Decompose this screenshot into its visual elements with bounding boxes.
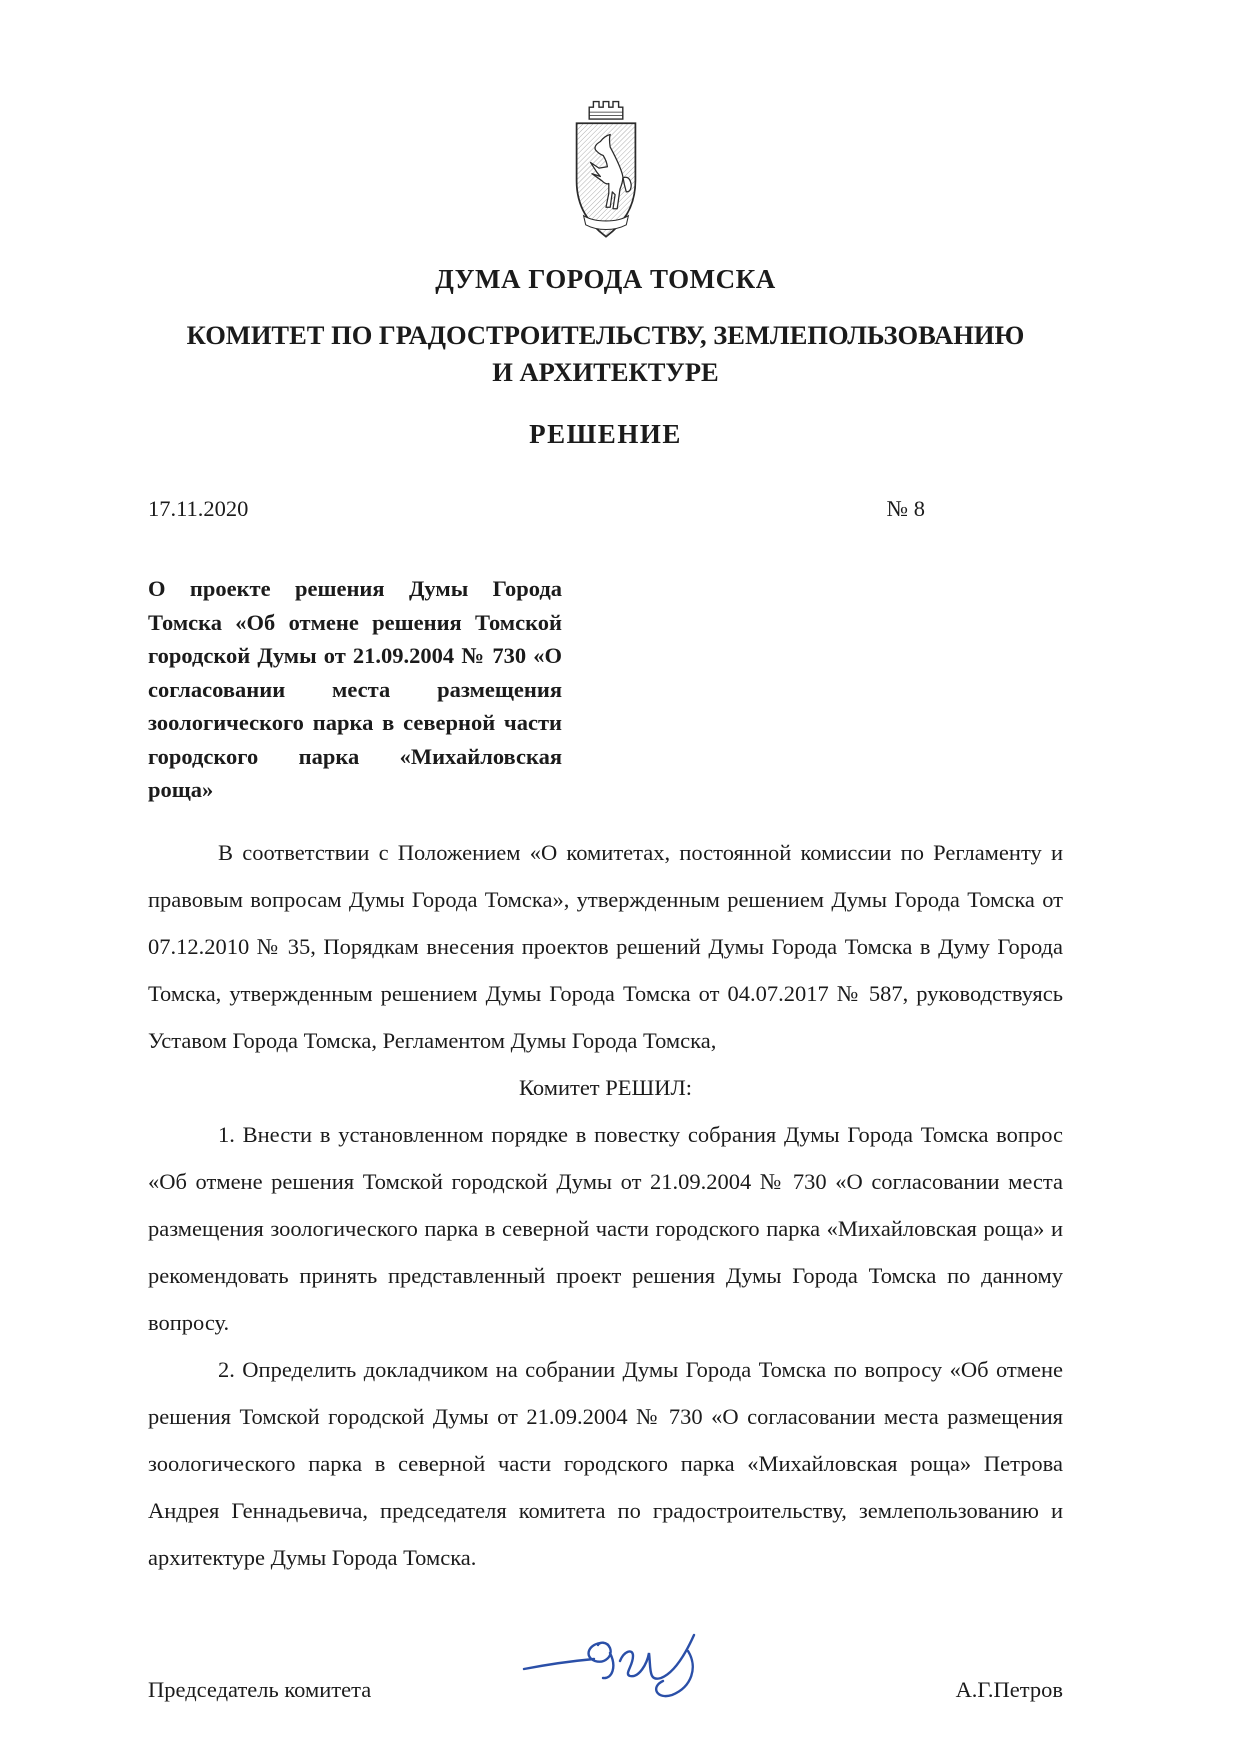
emblem-container [148,98,1063,248]
signer-position: Председатель комитета [148,1676,372,1702]
preamble-paragraph: В соответствии с Положением «О комитетах, постоянной комиссии по Регламенту и правовым вопросам Думы Города Томска», утвержденным решением Думы Города Томска от 07.12.2010 № 35, Порядкам внесения проектов решений Думы Города Томска в Думу Города Томска, утвержденным решением Думы Города Томска от 04.07.2017 № 587, руководствуясь Уставом Города Томска, Регламентом Думы Города Томска, [148,839,1063,1053]
document-number: № 8 [886,496,925,521]
handwritten-signature-icon [520,1623,710,1715]
document-subject: О проекте решения Думы Города Томска «Об отмене решения Томской городской Думы от 21.09.2004 № 730 «О согласовании места размещения зоологического парка в северной части городского парка «Михайловская роща» [148,576,562,802]
crown-shape [589,102,623,120]
tomsk-coat-of-arms-icon [564,98,648,248]
organization-title: ДУМА ГОРОДА ТОМСКА [435,264,776,294]
signature-block [148,1677,1063,1703]
resolution-heading: Комитет РЕШИЛ: [519,1074,692,1100]
resolution-item-1: 1. Внести в установленном порядке в повестку собрания Думы Города Томска вопрос «Об отмене решения Томской городской Думы от 21.09.2004 № 730 «О согласовании места размещения зоологического парка в северной части городского парка «Михайловская роща» и рекомендовать принять представленный проект решения Думы Города Томска по данному вопросу. [148,1121,1063,1335]
resolution-item-2: 2. Определить докладчиком на собрании Думы Города Томска по вопросу «Об отмене решения Томской городской Думы от 21.09.2004 № 730 «О согласовании места размещения зоологического парка в северной части городского парка «Михайловская роща» Петрова Андрея Геннадьевича, председателя комитета по градостроительству, землепользованию и архитектуре Думы Города Томска. [148,1356,1063,1570]
date-number-row [148,496,1063,522]
committee-title: КОМИТЕТ ПО ГРАДОСТРОИТЕЛЬСТВУ, ЗЕМЛЕПОЛЬЗОВАНИЮ И АРХИТЕКТУРЕ [186,320,1025,387]
document-date: 17.11.2020 [148,496,249,521]
signer-name: А.Г.Петров [955,1676,1063,1702]
document-type-heading: РЕШЕНИЕ [529,419,682,449]
